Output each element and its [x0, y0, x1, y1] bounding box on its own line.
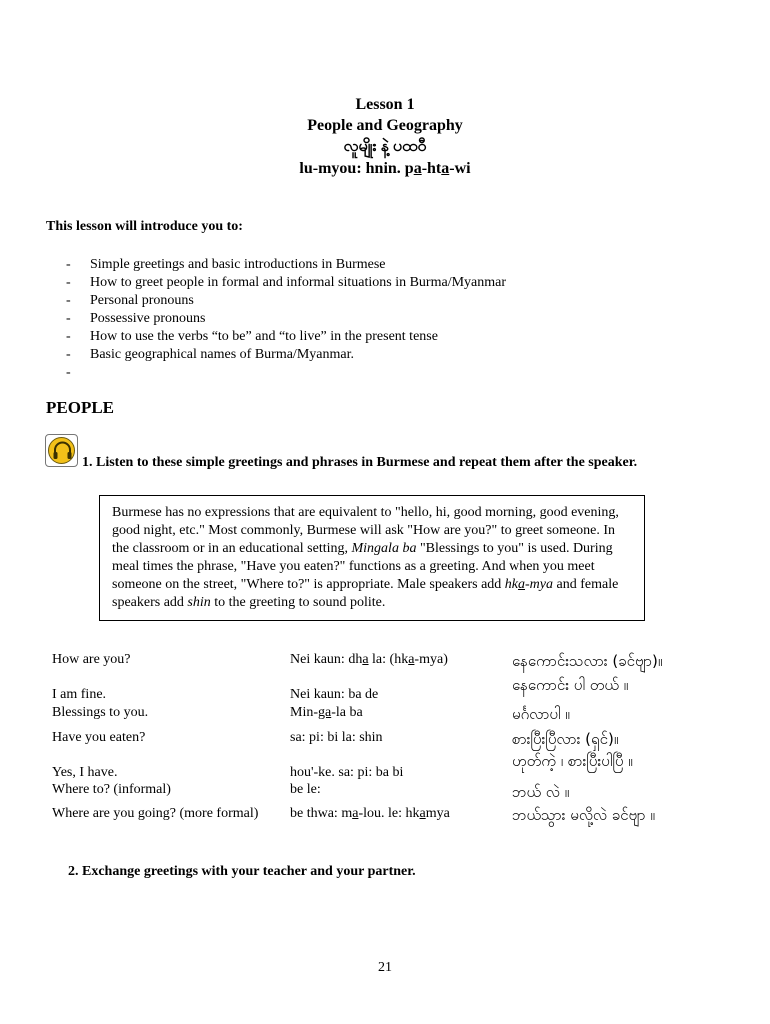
list-item: - Personal pronouns — [66, 293, 194, 308]
culture-note-box: Burmese has no expressions that are equivalent to "hello, hi, good morning, good evening, good night, etc." Most commonly, Burmese will ask "How are you?" to greet someone. In the classroom or in an educational setting, Mingala ba "Blessings to you" is used. During meal times the phrase, "Have you eaten?" functions as a greeting. And when you meet someone on the street, "Where to?" is appropriate. Male speakers add hka-mya and female speakers add shin to the greeting to sound polite. — [99, 495, 645, 621]
list-item: - How to greet people in formal and informal situations in Burma/Myanmar — [66, 275, 507, 290]
list-item: - — [66, 365, 71, 380]
objectives-list — [66, 256, 506, 382]
lesson-title: People and Geography — [307, 117, 463, 134]
list-item: - Basic geographical names of Burma/Myanmar. — [66, 347, 354, 362]
lesson-number: Lesson 1 — [355, 96, 415, 113]
list-item: - How to use the verbs “to be” and “to live” in the present tense — [66, 329, 438, 344]
list-item: - Possessive pronouns — [66, 311, 206, 326]
list-item: - Simple greetings and basic introductions in Burmese — [66, 257, 386, 272]
lesson-title-romanized: lu-myou: hnin. pa-hta-wi — [299, 160, 471, 177]
headphones-icon[interactable] — [45, 434, 78, 467]
page-number: 21 — [378, 960, 392, 975]
instruction-exchange: 2. Exchange greetings with your teacher and your partner. — [68, 864, 416, 879]
intro-text: This lesson will introduce you to: — [46, 219, 243, 234]
section-heading: PEOPLE — [46, 398, 115, 417]
lesson-title-burmese: လူမျိုး နဲ့ ပထဝီ — [343, 138, 427, 155]
lesson-header — [0, 94, 770, 180]
instruction-listen: 1. Listen to these simple greetings and phrases in Burmese and repeat them after the speaker. — [82, 455, 638, 470]
